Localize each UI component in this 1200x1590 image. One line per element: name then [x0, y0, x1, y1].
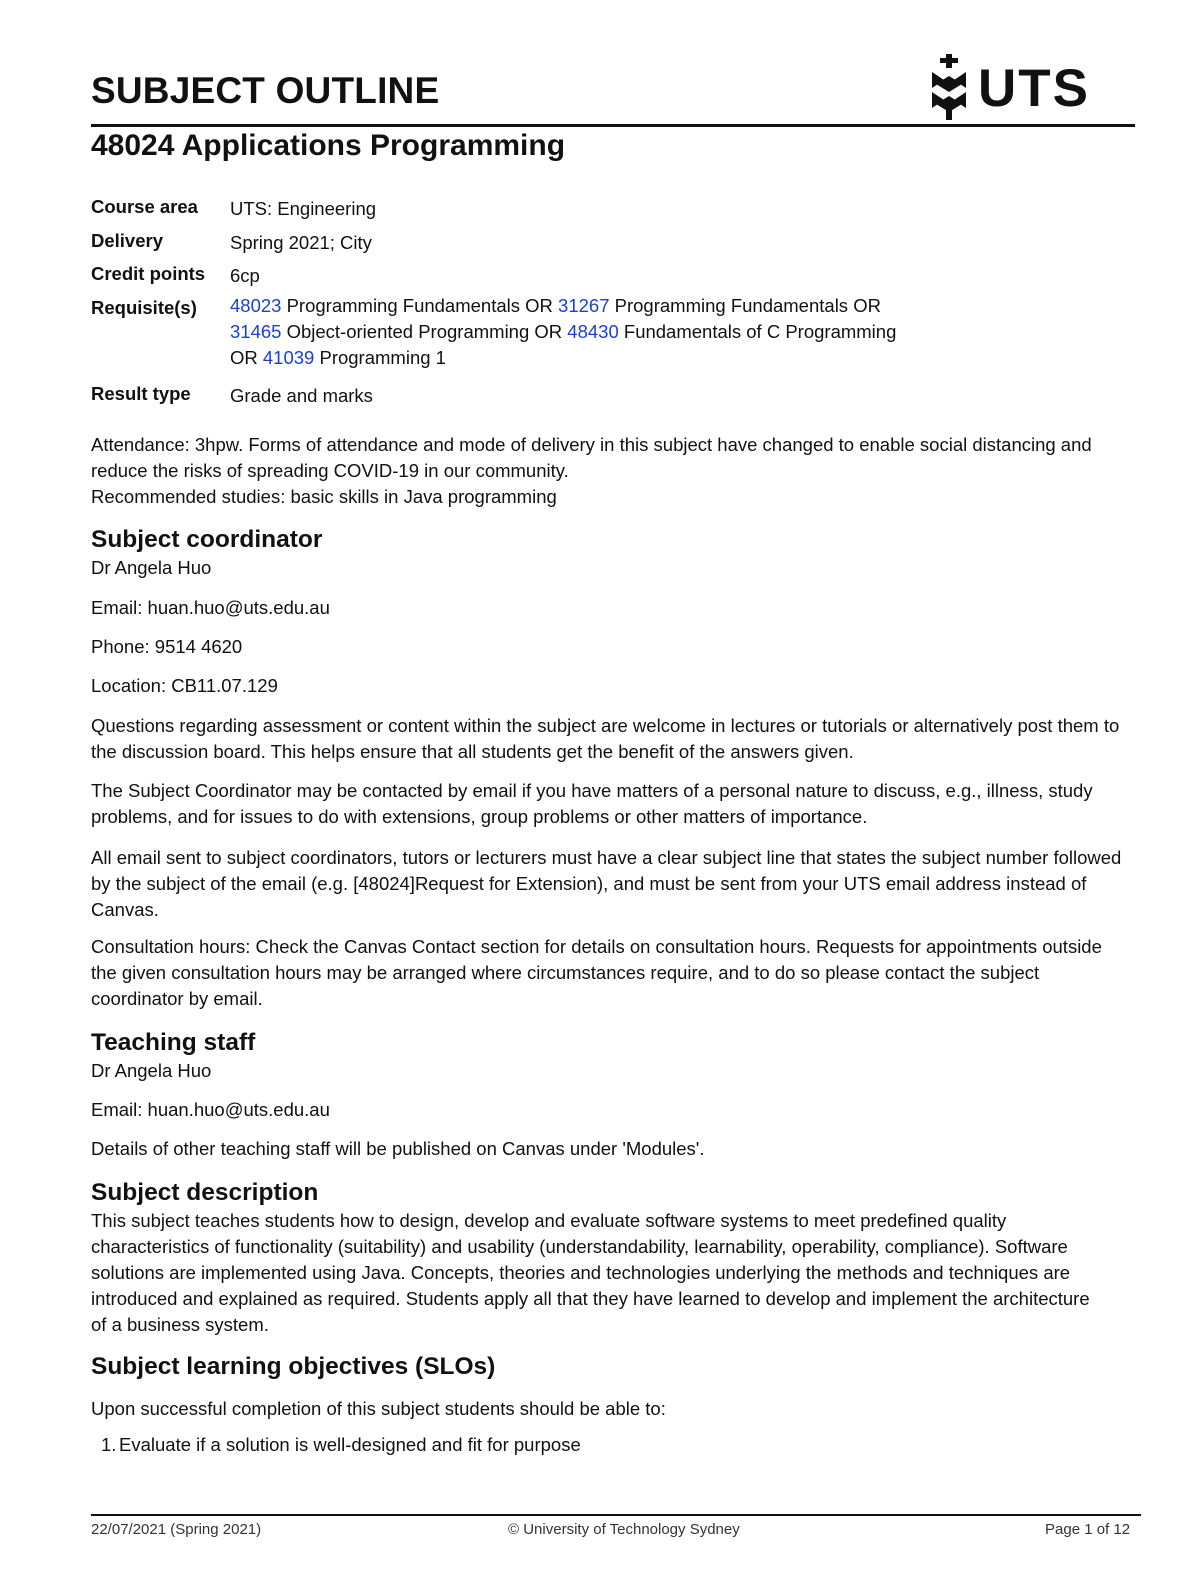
footer-page-number: Page 1 of 12	[1045, 1521, 1131, 1538]
requisite-line	[230, 345, 896, 371]
requisite-line	[230, 319, 896, 345]
list-number: 1.	[101, 1434, 117, 1455]
meta-value: Spring 2021; City	[230, 232, 372, 253]
teaching-staff-email: Email: huan.huo@uts.edu.au	[91, 1099, 330, 1120]
meta-label: Result type	[91, 383, 191, 404]
requisite-name: Object-oriented Programming OR	[281, 321, 568, 342]
footer-date: 22/07/2021 (Spring 2021)	[91, 1521, 262, 1538]
requisite-name: Programming Fundamentals OR	[281, 295, 559, 316]
attendance-text: Attendance: 3hpw. Forms of attendance and mode of delivery in this subject have changed to enable social distancing and reduce the risks of spreading COVID-19 in our community.	[91, 434, 1092, 481]
requisite-link-48430[interactable]: 48430	[567, 321, 619, 342]
requisite-link-31267[interactable]: 31267	[558, 295, 610, 316]
uts-crest-icon	[928, 54, 972, 120]
document-title: SUBJECT OUTLINE	[91, 70, 440, 111]
list-item-text: Evaluate if a solution is well-designed and fit for purpose	[119, 1434, 581, 1455]
teaching-staff-heading: Teaching staff	[91, 1029, 256, 1056]
coordinator-questions: Questions regarding assessment or content within the subject are welcome in lectures or tutorials or alternatively post them to the discussion board. This helps ensure that all students get the benefit of the answers given.	[91, 715, 1120, 762]
learning-objectives-heading: Subject learning objectives (SLOs)	[91, 1353, 496, 1380]
coordinator-contact-note: The Subject Coordinator may be contacted by email if you have matters of a personal nature to discuss, e.g., illness, study problems, and for issues to do with extensions, group problems or other matters of importance.	[91, 780, 1093, 827]
requisite-link-48023[interactable]: 48023	[230, 295, 282, 316]
footer-divider	[91, 1514, 1141, 1516]
logo-wordmark: UTS	[978, 59, 1090, 118]
coordinator-consultation: Consultation hours: Check the Canvas Contact section for details on consultation hours. Requests for appointments outside the given consultation hours may be arranged where circumstances require, and to do so please contact the subject coordinator by email.	[91, 936, 1102, 1009]
subject-description-heading: Subject description	[91, 1179, 319, 1206]
requisite-prefix: OR	[230, 347, 263, 368]
requisite-list	[230, 293, 896, 371]
learning-objectives-intro: Upon successful completion of this subject students should be able to:	[91, 1398, 666, 1419]
requisite-link-31465[interactable]: 31465	[230, 321, 282, 342]
requisite-link-41039[interactable]: 41039	[262, 347, 315, 368]
coordinator-phone: Phone: 9514 4620	[91, 636, 243, 657]
subject-title: 48024 Applications Programming	[91, 129, 566, 162]
uts-logo	[926, 54, 1092, 120]
coordinator-email: Email: huan.huo@uts.edu.au	[91, 597, 330, 618]
requisite-line	[230, 293, 896, 319]
header-divider	[91, 124, 1135, 127]
coordinator-email-policy: All email sent to subject coordinators, tutors or lecturers must have a clear subject line that states the subject number followed by the subject of the email (e.g. [48024]Request for Extension), and must be sent from your UTS email address instead of Canvas.	[91, 847, 1122, 920]
coordinator-location: Location: CB11.07.129	[91, 675, 278, 696]
meta-value: Grade and marks	[230, 385, 373, 406]
requisite-name: Programming 1	[314, 347, 446, 368]
teaching-staff-name: Dr Angela Huo	[91, 1060, 212, 1081]
coordinator-name: Dr Angela Huo	[91, 557, 212, 578]
requisite-name: Fundamentals of C Programming	[618, 321, 897, 342]
teaching-staff-details: Details of other teaching staff will be published on Canvas under 'Modules'.	[91, 1138, 705, 1159]
meta-label: Course area	[91, 196, 198, 217]
subject-description-text: This subject teaches students how to design, develop and evaluate software systems to meet predefined quality characteristics of functionality (suitability) and usability (understandability, learnability, operability, compliance). Software solutions are implemented using Java. Concepts, theories and technologies underlying the methods and techniques are introduced and explained as required. Students apply all that they have learned to develop and implement the architecture of a business system.	[91, 1210, 1090, 1335]
meta-label: Delivery	[91, 230, 163, 251]
requisite-name: Programming Fundamentals OR	[609, 295, 881, 316]
coordinator-heading: Subject coordinator	[91, 526, 323, 553]
meta-label: Requisite(s)	[91, 297, 197, 318]
meta-value: 6cp	[230, 265, 260, 286]
recommended-studies: Recommended studies: basic skills in Java programming	[91, 486, 557, 507]
footer-copyright: © University of Technology Sydney	[508, 1521, 740, 1538]
meta-value: UTS: Engineering	[230, 198, 377, 219]
meta-label: Credit points	[91, 263, 206, 284]
